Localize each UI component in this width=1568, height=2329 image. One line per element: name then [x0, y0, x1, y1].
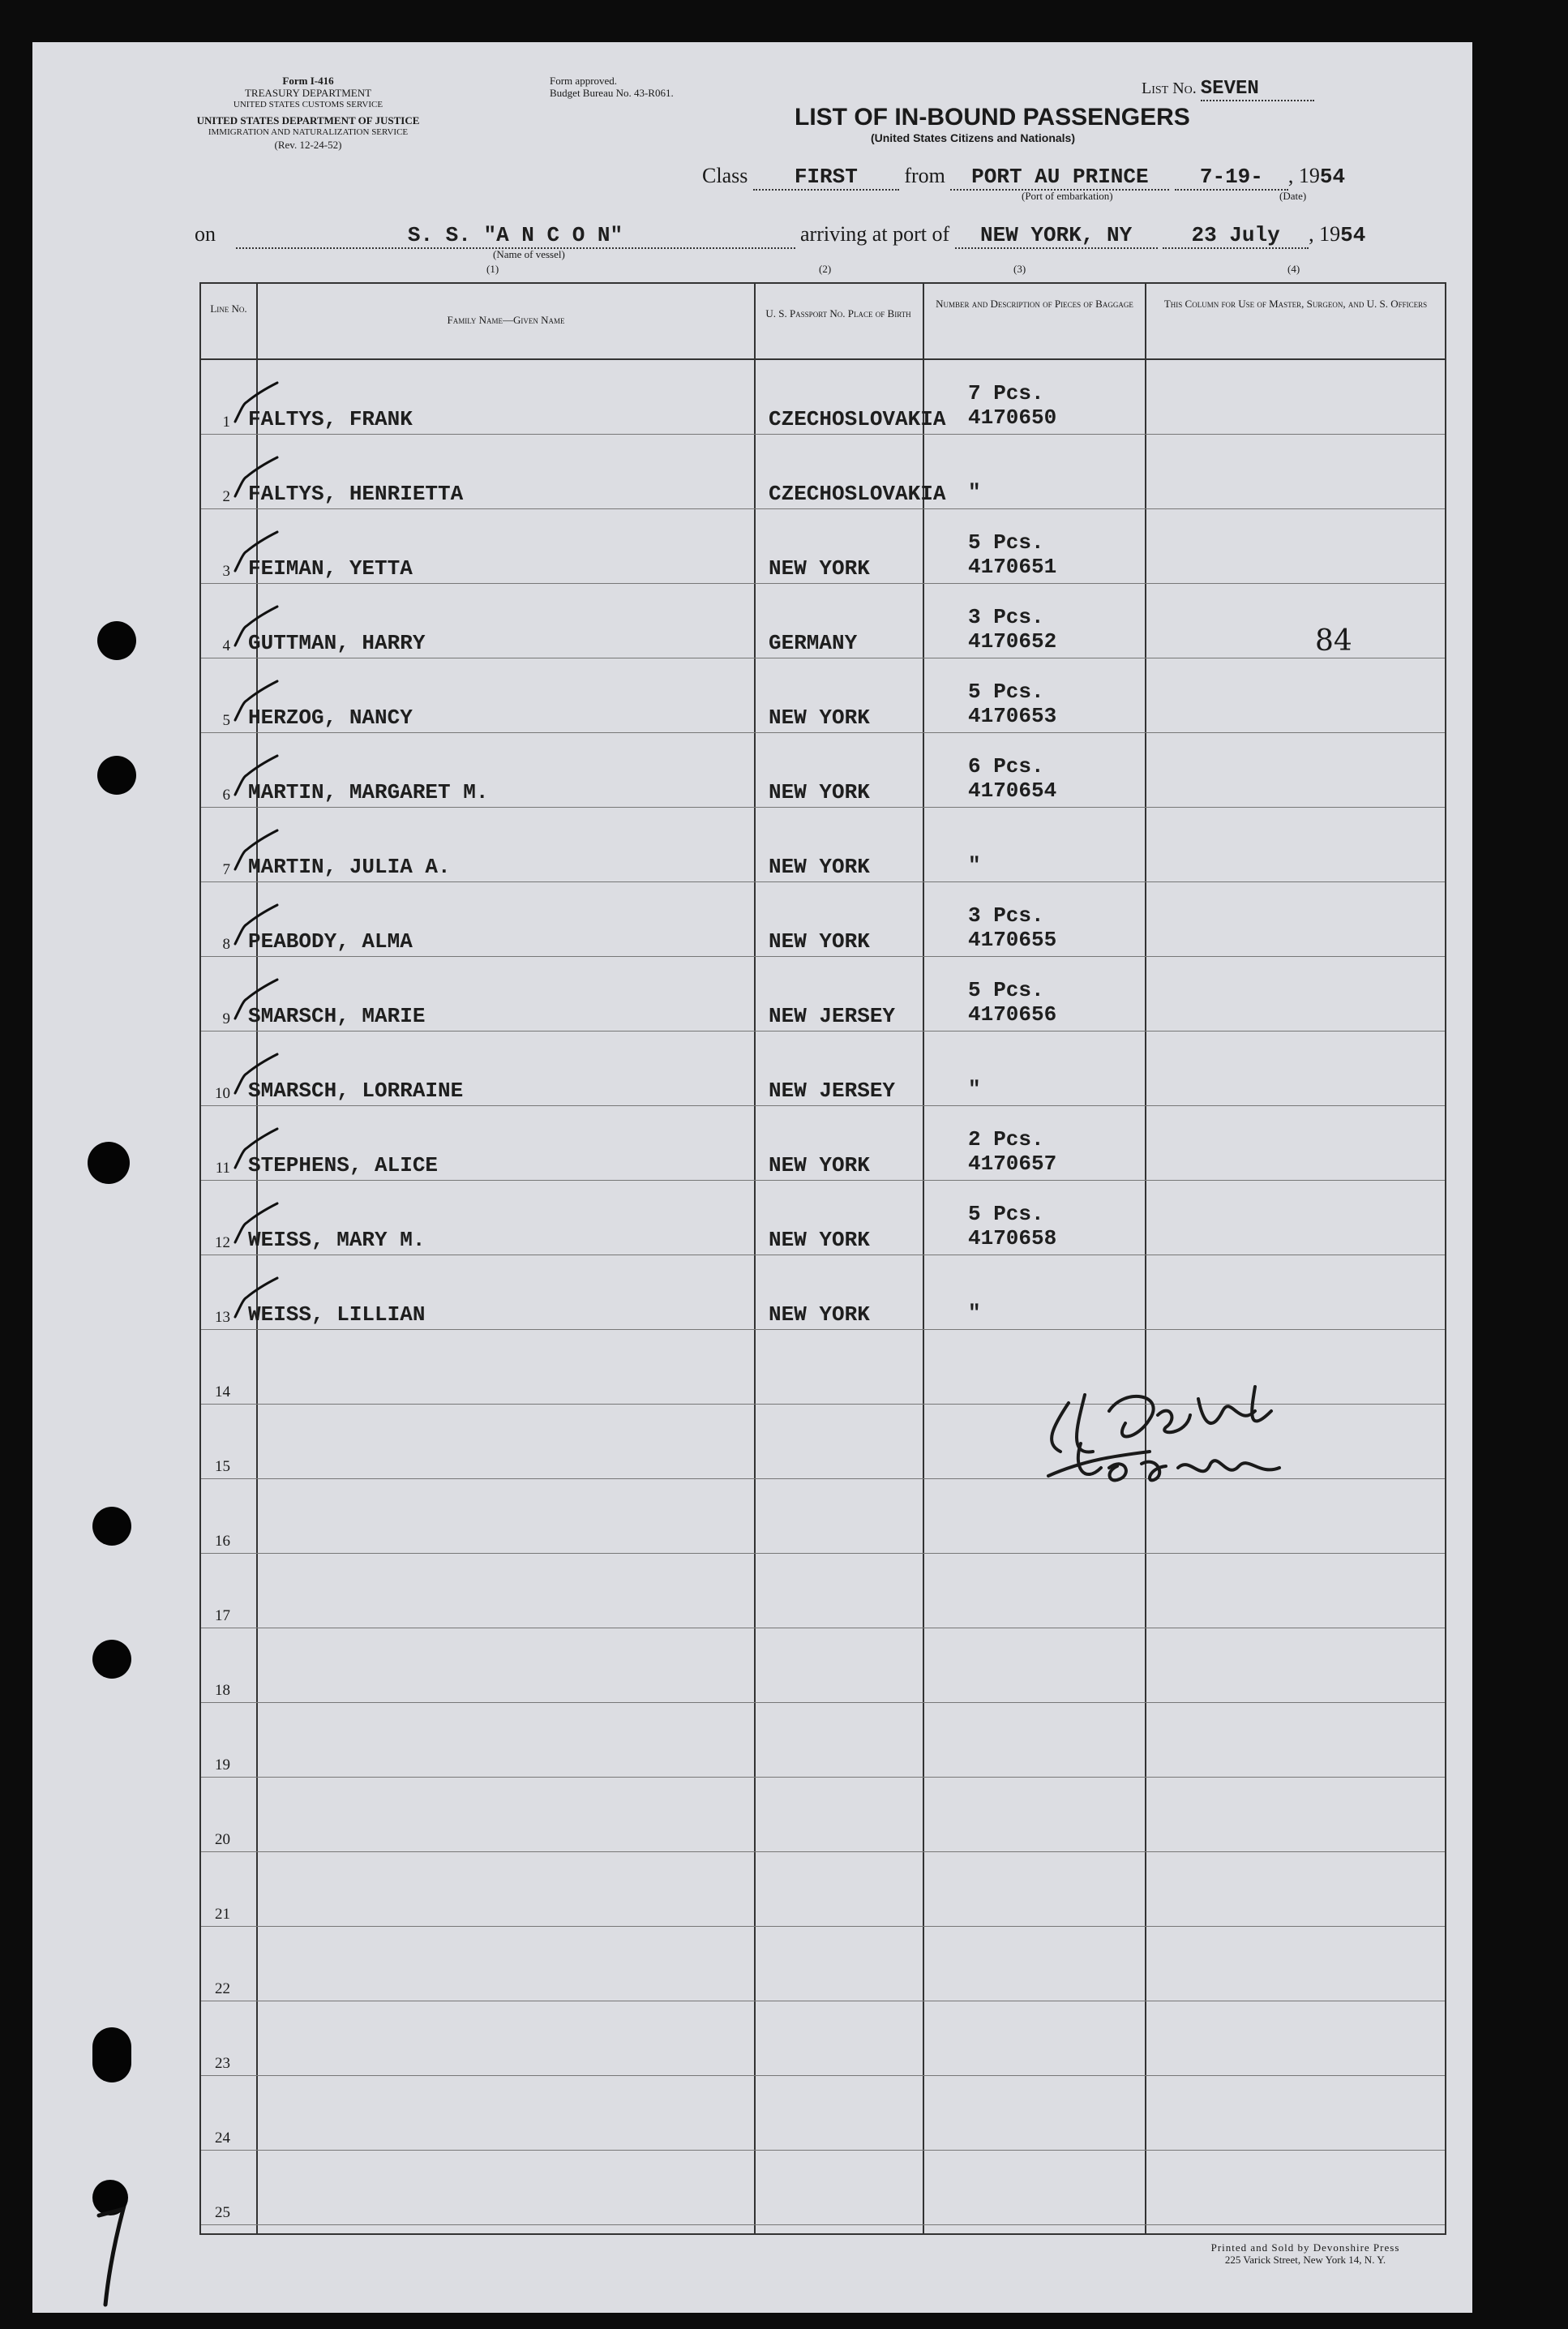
table-row	[201, 733, 1445, 808]
budget-bureau: Budget Bureau No. 43-R061.	[550, 87, 674, 99]
column-number-1: (1)	[486, 263, 499, 275]
line-number: 14	[215, 1383, 230, 1400]
vessel-caption: (Name of vessel)	[493, 248, 565, 260]
from-label: from	[904, 164, 945, 187]
passenger-table	[199, 282, 1446, 2235]
printer-line-1: Printed and Sold by Devonshire Press	[1210, 2241, 1400, 2254]
baggage-count: 5 Pcs.	[968, 530, 1044, 555]
line-number: 15	[215, 1458, 230, 1475]
on-label: on	[195, 222, 216, 246]
line-number: 18	[215, 1682, 230, 1699]
binder-hole	[92, 2027, 131, 2082]
table-row	[201, 1628, 1445, 1703]
page-title: LIST OF IN-BOUND PASSENGERS	[795, 104, 1190, 131]
officer-number: 84	[1315, 624, 1352, 658]
passenger-name: SMARSCH, MARIE	[248, 1004, 426, 1028]
arrival-year: 54	[1340, 223, 1366, 247]
check-mark-icon	[232, 1051, 281, 1100]
binder-hole	[92, 1640, 131, 1679]
check-mark-icon	[232, 827, 281, 876]
line-number: 7	[222, 861, 230, 878]
table-row	[201, 882, 1445, 957]
baggage-count: 3 Pcs.	[968, 605, 1044, 629]
printer-line-2: 225 Varick Street, New York 14, N. Y.	[1224, 2254, 1386, 2266]
revision-date: (Rev. 12-24-52)	[274, 139, 342, 151]
line-number: 25	[215, 2204, 230, 2221]
baggage-count: 3 Pcs.	[968, 903, 1044, 928]
line-number: 11	[215, 1160, 230, 1177]
table-row	[201, 1032, 1445, 1106]
baggage-tag: 4170652	[968, 629, 1057, 654]
check-mark-icon	[232, 1275, 281, 1323]
officer-signature	[1036, 1379, 1312, 1500]
embarkation-port: PORT AU PRINCE	[950, 165, 1169, 191]
check-mark-icon	[232, 902, 281, 950]
check-mark-icon	[232, 976, 281, 1025]
class-line	[702, 164, 1345, 191]
binder-hole	[97, 621, 136, 660]
header-baggage: Number and Description of Pieces of Baggage	[936, 298, 1133, 310]
place-of-birth: NEW YORK	[769, 1228, 870, 1252]
agency-block	[186, 75, 430, 151]
baggage-tag: 4170653	[968, 704, 1057, 728]
year-prefix: , 19	[1287, 164, 1320, 187]
passenger-name: WEISS, MARY M.	[248, 1228, 426, 1252]
table-row	[201, 509, 1445, 584]
passenger-name: GUTTMAN, HARRY	[248, 631, 426, 655]
arriving-label: arriving at port of	[800, 222, 950, 246]
list-number-label: List No.	[1142, 79, 1197, 97]
header-line-no: Line No.	[210, 302, 247, 315]
line-number: 1	[222, 414, 230, 431]
table-row	[201, 1106, 1445, 1181]
table-row	[201, 435, 1445, 509]
baggage-tag: 4170656	[968, 1002, 1057, 1027]
check-mark-icon	[232, 678, 281, 727]
place-of-birth: CZECHOSLOVAKIA	[769, 407, 946, 431]
row-rule	[201, 2224, 1445, 2225]
line-number: 21	[215, 1906, 230, 1923]
line-number: 9	[222, 1010, 230, 1027]
baggage-count: 7 Pcs.	[968, 381, 1044, 405]
line-number: 17	[215, 1607, 230, 1624]
place-of-birth: NEW YORK	[769, 1153, 870, 1177]
place-of-birth: NEW YORK	[769, 1302, 870, 1327]
list-number-line	[1142, 78, 1314, 101]
passenger-name: WEISS, LILLIAN	[248, 1302, 426, 1327]
place-of-birth: NEW JERSEY	[769, 1079, 896, 1103]
line-number: 6	[222, 787, 230, 804]
check-mark-icon	[232, 454, 281, 503]
baggage-tag: "	[968, 1077, 981, 1101]
line-number: 13	[215, 1309, 230, 1326]
table-body	[201, 360, 1445, 2233]
line-number: 16	[215, 1533, 230, 1550]
header-officers: This Column for Use of Master, Surgeon, and U. S. Officers	[1163, 298, 1428, 310]
place-of-birth: NEW YORK	[769, 929, 870, 954]
line-number: 2	[222, 488, 230, 505]
line-number: 3	[222, 563, 230, 580]
page-subtitle: (United States Citizens and Nationals)	[870, 131, 1076, 144]
approval-block	[550, 75, 674, 99]
arrival-port: NEW YORK, NY	[955, 223, 1158, 249]
list-number-value: SEVEN	[1201, 78, 1314, 101]
baggage-count: 5 Pcs.	[968, 978, 1044, 1002]
column-number-2: (2)	[819, 263, 832, 275]
vessel-name: S. S. "A N C O N"	[236, 223, 795, 249]
place-of-birth: NEW YORK	[769, 556, 870, 581]
table-row	[201, 360, 1445, 435]
pen-mark	[91, 2199, 139, 2313]
passenger-name: FEIMAN, YETTA	[248, 556, 413, 581]
place-of-birth: CZECHOSLOVAKIA	[769, 482, 946, 506]
passenger-name: MARTIN, JULIA A.	[248, 855, 451, 879]
baggage-tag: "	[968, 853, 981, 877]
header-passport: U. S. Passport No. Place of Birth	[765, 307, 911, 320]
table-row	[201, 1255, 1445, 1330]
passenger-name: SMARSCH, LORRAINE	[248, 1079, 464, 1103]
baggage-count: 5 Pcs.	[968, 680, 1044, 704]
passenger-name: FALTYS, HENRIETTA	[248, 482, 464, 506]
table-row	[201, 1181, 1445, 1255]
vessel-line	[195, 222, 1365, 249]
table-row	[201, 1703, 1445, 1778]
table-row	[201, 957, 1445, 1032]
passenger-list-sheet	[32, 42, 1472, 2313]
class-label: Class	[702, 164, 748, 187]
date-caption: (Date)	[1279, 190, 1307, 202]
column-number-3: (3)	[1013, 263, 1026, 275]
line-number: 24	[215, 2130, 230, 2147]
binder-hole	[97, 756, 136, 795]
table-row	[201, 2076, 1445, 2151]
baggage-tag: "	[968, 1301, 981, 1325]
passenger-name: FALTYS, FRANK	[248, 407, 413, 431]
line-number: 22	[215, 1980, 230, 1997]
table-row	[201, 584, 1445, 658]
baggage-tag: 4170657	[968, 1152, 1057, 1176]
immigration-service: IMMIGRATION AND NATURALIZATION SERVICE	[208, 127, 409, 137]
table-row	[201, 808, 1445, 882]
passenger-name: MARTIN, MARGARET M.	[248, 780, 489, 804]
treasury-department: TREASURY DEPARTMENT	[244, 87, 372, 99]
table-row	[201, 2151, 1445, 2225]
line-number: 23	[215, 2055, 230, 2072]
arrival-date: 23 July	[1163, 223, 1309, 249]
baggage-tag: 4170650	[968, 405, 1057, 430]
table-row	[201, 1852, 1445, 1927]
justice-department: UNITED STATES DEPARTMENT OF JUSTICE	[196, 114, 420, 127]
baggage-count: 5 Pcs.	[968, 1202, 1044, 1226]
printer-info	[1167, 2241, 1443, 2266]
line-number: 8	[222, 936, 230, 953]
form-number: Form I-416	[282, 75, 334, 87]
passenger-name: PEABODY, ALMA	[248, 929, 413, 954]
line-number: 12	[215, 1234, 230, 1251]
binder-hole	[88, 1142, 130, 1184]
check-mark-icon	[232, 1126, 281, 1174]
table-row	[201, 1778, 1445, 1852]
check-mark-icon	[232, 380, 281, 428]
place-of-birth: NEW YORK	[769, 780, 870, 804]
form-approved: Form approved.	[550, 75, 618, 87]
table-row	[201, 1554, 1445, 1628]
check-mark-icon	[232, 603, 281, 652]
arrival-year-prefix: , 19	[1309, 222, 1341, 246]
place-of-birth: NEW JERSEY	[769, 1004, 896, 1028]
passenger-name: STEPHENS, ALICE	[248, 1153, 439, 1177]
baggage-count: 2 Pcs.	[968, 1127, 1044, 1152]
embarkation-caption: (Port of embarkation)	[1022, 190, 1113, 202]
binder-hole	[92, 1507, 131, 1546]
place-of-birth: GERMANY	[769, 631, 858, 655]
table-row	[201, 2001, 1445, 2076]
baggage-tag: 4170655	[968, 928, 1057, 952]
table-row	[201, 1927, 1445, 2001]
baggage-tag: "	[968, 480, 981, 504]
embarkation-date: 7-19-	[1175, 165, 1288, 191]
table-row	[201, 658, 1445, 733]
check-mark-icon	[232, 529, 281, 577]
header-family-name: Family Name—Given Name	[447, 314, 565, 326]
check-mark-icon	[232, 1200, 281, 1249]
check-mark-icon	[232, 753, 281, 801]
column-number-4: (4)	[1287, 263, 1300, 275]
year-value: 54	[1319, 165, 1346, 189]
line-number: 5	[222, 712, 230, 729]
baggage-tag: 4170654	[968, 778, 1057, 803]
place-of-birth: NEW YORK	[769, 706, 870, 730]
line-number: 4	[222, 637, 230, 654]
line-number: 20	[215, 1831, 230, 1848]
title-block	[795, 104, 1190, 144]
baggage-count: 6 Pcs.	[968, 754, 1044, 778]
passenger-name: HERZOG, NANCY	[248, 706, 413, 730]
place-of-birth: NEW YORK	[769, 855, 870, 879]
class-value: FIRST	[753, 165, 899, 191]
line-number: 19	[215, 1756, 230, 1774]
baggage-tag: 4170658	[968, 1226, 1057, 1250]
line-number: 10	[215, 1085, 230, 1102]
baggage-tag: 4170651	[968, 555, 1057, 579]
customs-service: UNITED STATES CUSTOMS SERVICE	[233, 100, 383, 109]
